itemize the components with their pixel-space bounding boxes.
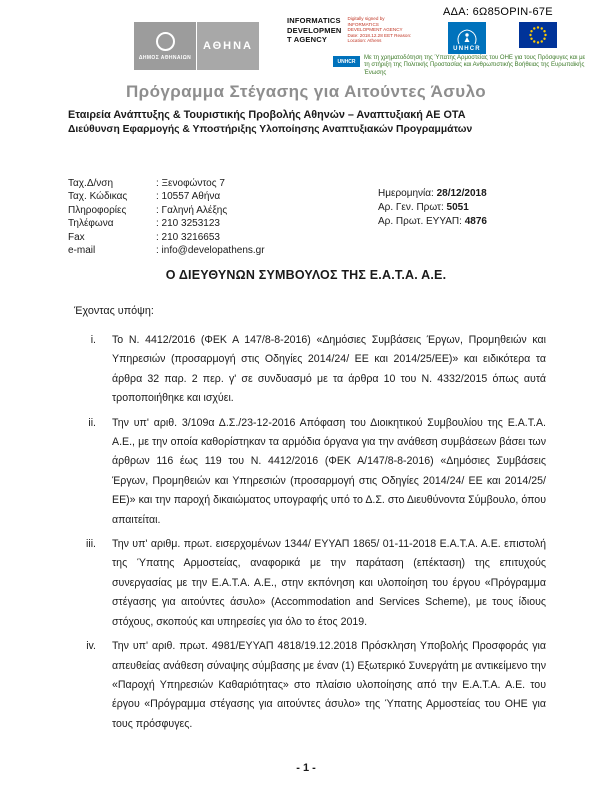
unhcr-greek-badge: UNHCR bbox=[333, 56, 360, 67]
consideration-item bbox=[66, 414, 546, 530]
stamp-agency-line: T AGENCY bbox=[287, 35, 328, 44]
item-numeral: iv. bbox=[86, 640, 96, 653]
consideration-item bbox=[66, 331, 546, 409]
contact-label: Fax bbox=[68, 231, 85, 243]
athina-logo bbox=[197, 22, 259, 70]
contact-label: Ταχ.Δ/νση bbox=[68, 178, 114, 189]
having-regard-intro: Έχοντας υπόψη: bbox=[74, 305, 154, 317]
considerations-list bbox=[66, 331, 546, 739]
meta-label: Αρ. Γεν. Πρωτ: bbox=[378, 201, 444, 213]
contact-row bbox=[68, 204, 265, 217]
consideration-item bbox=[66, 535, 546, 632]
meta-value: 28/12/2018 bbox=[436, 188, 487, 199]
contact-row bbox=[68, 217, 265, 230]
athina-logo-label: ΑΘΗΝΑ bbox=[202, 40, 254, 52]
contact-value: : 210 3216653 bbox=[156, 231, 220, 243]
contact-row bbox=[68, 231, 265, 244]
contact-value: : info@developathens.gr bbox=[156, 245, 265, 257]
meta-value: 5051 bbox=[446, 201, 469, 213]
meta-label: Αρ. Πρωτ. ΕΥΥΑΠ: bbox=[378, 215, 462, 227]
contact-value: : Γαληνή Αλέξης bbox=[156, 204, 228, 216]
org-name: Εταιρεία Ανάπτυξης & Τουριστικής Προβολής Αθηνών – Αναπτυξιακή ΑΕ ΟΤΑ bbox=[68, 109, 466, 121]
protocol-block bbox=[378, 187, 487, 228]
contact-label: Τηλέφωνα bbox=[68, 218, 114, 230]
contact-row bbox=[68, 244, 265, 257]
organization-block bbox=[68, 109, 472, 135]
meta-row bbox=[378, 215, 487, 229]
dimos-athinaion-logo bbox=[134, 22, 196, 70]
stamp-agency-line: INFORMATICS bbox=[287, 16, 341, 25]
unhcr-flag-icon bbox=[448, 22, 486, 54]
item-numeral: i. bbox=[90, 334, 96, 346]
meta-row bbox=[378, 187, 487, 201]
item-numeral: ii. bbox=[88, 416, 96, 429]
stamp-signature-details: Digitally signed by INFORMATICS DEVELOPMENT AGENCY Date: 2018.12.28 EET Reason: Location: Athens bbox=[347, 16, 412, 44]
contact-row bbox=[68, 177, 265, 190]
meta-row bbox=[378, 201, 487, 215]
item-text: Το Ν. 4412/2016 (ΦΕΚ Α 147/8-8-2016) «Δημόσιες Συμβάσεις Έργων, Προμηθειών και Υπηρεσιών (προσαρμογή στις Οδηγίες 2014/24/ ΕΕ και 2014/25/ΕΕ)» και ειδικότερα τα άρθρα 32 παρ. 2 περ. γ' σε συνδυασμό με τα άρθρα 10 του Ν. 4332/2015 όπως αυτά τροποποιήθηκε και ισχύει. bbox=[112, 334, 546, 405]
dimos-emblem-icon bbox=[156, 32, 175, 51]
contact-block bbox=[68, 177, 265, 257]
item-numeral: iii. bbox=[85, 538, 96, 551]
contact-label: Ταχ. Κώδικας bbox=[68, 191, 128, 203]
ada-code: ΑΔΑ: 6Ω85ΟΡΙΝ-67Ε bbox=[443, 6, 553, 18]
item-text: Την υπ' αριθ. πρωτ. 4981/ΕΥΥΑΠ 4818/19.12.2018 Πρόσκληση Υποβολής Προσφοράς για απευθείας ανάθεση σύναψης σύμβασης με έναν (1) Εξωτερικό Συνεργάτη με αντικείμενο την «Παροχή Υπηρεσιών Καθαριότητας» στο πλαίσιο υλοποίησης από την Ε.Α.Τ.Α. Α.Ε. του έργου «Πρόγραμμα στέγασης για αιτούντες άσυλο» της Ύπατης Αρμοστείας του ΟΗΕ για τους πρόσφυγες. bbox=[112, 640, 546, 730]
meta-value: 4876 bbox=[464, 215, 487, 227]
org-department: Διεύθυνση Εφαρμογής & Υποστήριξης Υλοποίησης Αναπτυξιακών Προγραμμάτων bbox=[68, 124, 473, 135]
document-heading: Ο ΔΙΕΥΘΥΝΩΝ ΣΥΜΒΟΥΛΟΣ ΤΗΣ Ε.Α.Τ.Α. Α.Ε. bbox=[165, 268, 447, 282]
contact-row bbox=[68, 190, 265, 203]
stamp-agency-name bbox=[287, 16, 342, 45]
consideration-item bbox=[66, 637, 546, 734]
dimos-logo-label: ΔΗΜΟΣ ΑΘΗΝΑΙΩΝ bbox=[138, 54, 192, 61]
unhcr-emblem-icon bbox=[454, 29, 480, 46]
item-text: Την υπ' αριθμ. πρωτ. εισερχομένων 1344/ ΕΥΥΑΠ 1865/ 01-11-2018 Ε.Α.Τ.Α. Α.Ε. επιστολή της Ύπατης Αρμοστείας, αναφορικά με την παράταση (επέκταση) της επιτυχούς συνεργασίας με την Ε.Α.Τ.Α. Α.Ε., στην εκπόνηση και υλοποίηση του έργου «Πρόγραμμα στέγασης για αιτούντες άσυλο» (Accommodation and Services Scheme), με τους ίδιους στόχους, σκοπούς και υπηρεσίες για όλο το έτος 2019. bbox=[112, 538, 546, 628]
item-text: Την υπ' αριθ. 3/109α Δ.Σ./23-12-2016 Απόφαση του Διοικητικού Συμβουλίου της Ε.Α.Τ.Α. Α.Ε., με την οποία καθορίστηκαν τα αρμόδια όργανα για την ανάθεση συμβάσεων βάσει των άρθρων 116 έως 119 του Ν. 4412/2016 (ΦΕΚ Α/147/8-8-2016) «Δημόσιες Συμβάσεις Έργων, Προμηθειών και Υπηρεσιών (προσαρμογή στις Οδηγίες 2014/24/ ΕΕ και 2014/25/ΕΕ)» και την παροχή δικαιώματος υπογραφής υπό το Δ.Σ. στο Διευθύνοντα Σύμβουλο, όπου απαιτείται. bbox=[112, 416, 546, 526]
funding-note: Με τη χρηματοδότηση της Ύπατης Αρμοστείας του ΟΗΕ για τους Πρόσφυγες και με τη στήριξη της Πολιτικής Προστασίας και Ανθρωπιστικής Βοήθειας της Ευρωπαϊκής Ένωσης bbox=[364, 55, 586, 76]
meta-label: Ημερομηνία: bbox=[378, 188, 434, 199]
unhcr-wordmark: UNHCR bbox=[453, 46, 481, 52]
stamp-agency-line: DEVELOPMEN bbox=[287, 25, 342, 35]
digital-signature-stamp bbox=[287, 16, 414, 45]
page-number-footer: - 1 - bbox=[296, 762, 316, 774]
eu-flag-icon bbox=[519, 22, 557, 48]
contact-value: : 210 3253123 bbox=[156, 218, 220, 230]
contact-value: : Ξενοφώντος 7 bbox=[156, 178, 225, 189]
contact-label: e-mail bbox=[68, 245, 96, 257]
program-title: Πρόγραμμα Στέγασης για Αιτούντες Άσυλο bbox=[125, 82, 486, 101]
contact-value: : 10557 Αθήνα bbox=[156, 191, 221, 203]
contact-label: Πληροφορίες bbox=[68, 204, 127, 216]
